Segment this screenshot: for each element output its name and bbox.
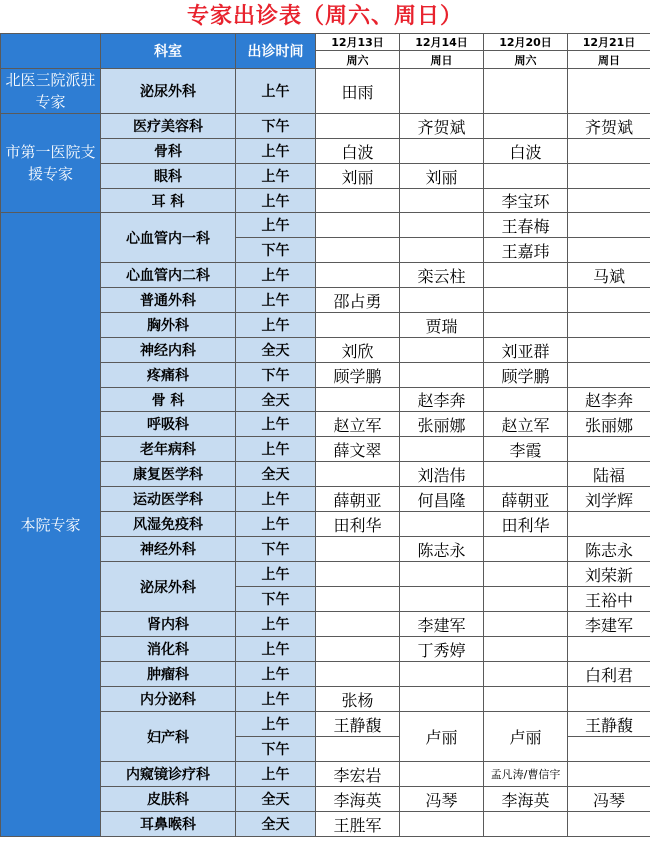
empty-cell bbox=[568, 812, 650, 837]
empty-cell bbox=[484, 812, 568, 837]
time-cell: 上午 bbox=[236, 487, 316, 512]
dept-cell: 普通外科 bbox=[101, 288, 236, 313]
dept-cell: 内窥镜诊疗科 bbox=[101, 762, 236, 787]
time-cell: 全天 bbox=[236, 462, 316, 487]
empty-cell bbox=[484, 69, 568, 114]
time-cell: 上午 bbox=[236, 412, 316, 437]
empty-cell bbox=[484, 263, 568, 288]
empty-cell bbox=[400, 69, 484, 114]
time-cell: 下午 bbox=[236, 363, 316, 388]
empty-cell bbox=[484, 537, 568, 562]
page-title: 专家出诊表（周六、周日） bbox=[186, 4, 463, 29]
time-cell: 上午 bbox=[236, 263, 316, 288]
doctor-cell: 王裕中 bbox=[568, 587, 650, 612]
empty-cell bbox=[568, 363, 650, 388]
dept-cell: 骨科 bbox=[101, 139, 236, 164]
doctor-cell: 刘学辉 bbox=[568, 487, 650, 512]
doctor-cell: 赵立军 bbox=[484, 412, 568, 437]
empty-cell bbox=[400, 587, 484, 612]
doctor-cell: 刘荣新 bbox=[568, 562, 650, 587]
doctor-cell: 王静馥 bbox=[316, 712, 400, 737]
doctor-cell: 冯琴 bbox=[400, 787, 484, 812]
empty-cell bbox=[316, 313, 400, 338]
dept-cell: 皮肤科 bbox=[101, 787, 236, 812]
header-blank bbox=[1, 34, 101, 69]
empty-cell bbox=[316, 612, 400, 637]
empty-cell bbox=[484, 462, 568, 487]
doctor-cell: 李霞 bbox=[484, 437, 568, 462]
schedule-table bbox=[0, 33, 650, 837]
empty-cell bbox=[316, 562, 400, 587]
empty-cell bbox=[484, 687, 568, 712]
empty-cell bbox=[316, 213, 400, 238]
doctor-cell: 李建军 bbox=[568, 612, 650, 637]
time-cell: 全天 bbox=[236, 812, 316, 837]
date-header: 12月13日 bbox=[316, 34, 400, 51]
empty-cell bbox=[568, 288, 650, 313]
empty-cell bbox=[484, 388, 568, 412]
empty-cell bbox=[484, 288, 568, 313]
doctor-cell: 顾学鹏 bbox=[316, 363, 400, 388]
doctor-cell: 王春梅 bbox=[484, 213, 568, 238]
doctor-cell: 白波 bbox=[316, 139, 400, 164]
doctor-cell: 刘欣 bbox=[316, 338, 400, 363]
doctor-cell: 邵占勇 bbox=[316, 288, 400, 313]
empty-cell bbox=[484, 313, 568, 338]
empty-cell bbox=[316, 737, 400, 762]
empty-cell bbox=[568, 737, 650, 762]
empty-cell bbox=[484, 637, 568, 662]
empty-cell bbox=[316, 238, 400, 263]
weekday-header: 周六 bbox=[316, 51, 400, 69]
empty-cell bbox=[568, 189, 650, 213]
doctor-cell: 刘丽 bbox=[316, 164, 400, 189]
dept-cell: 妇产科 bbox=[101, 712, 236, 762]
weekday-header: 周日 bbox=[568, 51, 650, 69]
dept-cell: 肿瘤科 bbox=[101, 662, 236, 687]
doctor-cell: 赵立军 bbox=[316, 412, 400, 437]
empty-cell bbox=[568, 637, 650, 662]
time-cell: 上午 bbox=[236, 762, 316, 787]
dept-cell: 运动医学科 bbox=[101, 487, 236, 512]
time-cell: 下午 bbox=[236, 114, 316, 139]
date-header: 12月20日 bbox=[484, 34, 568, 51]
empty-cell bbox=[400, 139, 484, 164]
time-cell: 上午 bbox=[236, 288, 316, 313]
empty-cell bbox=[316, 263, 400, 288]
empty-cell bbox=[568, 139, 650, 164]
dept-cell: 泌尿外科 bbox=[101, 69, 236, 114]
empty-cell bbox=[568, 238, 650, 263]
doctor-cell: 马斌 bbox=[568, 263, 650, 288]
doctor-cell: 薛文翠 bbox=[316, 437, 400, 462]
doctor-cell: 顾学鹏 bbox=[484, 363, 568, 388]
dept-cell: 泌尿外科 bbox=[101, 562, 236, 612]
empty-cell bbox=[484, 612, 568, 637]
doctor-cell: 贾瑞 bbox=[400, 313, 484, 338]
date-header: 12月14日 bbox=[400, 34, 484, 51]
dept-cell: 神经内科 bbox=[101, 338, 236, 363]
doctor-cell: 王胜军 bbox=[316, 812, 400, 837]
empty-cell bbox=[568, 313, 650, 338]
doctor-cell: 李宝环 bbox=[484, 189, 568, 213]
header-time: 出诊时间 bbox=[236, 34, 316, 69]
time-cell: 上午 bbox=[236, 562, 316, 587]
dept-cell: 胸外科 bbox=[101, 313, 236, 338]
doctor-cell: 田利华 bbox=[484, 512, 568, 537]
doctor-cell: 栾云柱 bbox=[400, 263, 484, 288]
doctor-cell: 丁秀婷 bbox=[400, 637, 484, 662]
dept-cell: 眼科 bbox=[101, 164, 236, 189]
dept-cell: 耳 科 bbox=[101, 189, 236, 213]
time-cell: 上午 bbox=[236, 313, 316, 338]
dept-cell: 肾内科 bbox=[101, 612, 236, 637]
time-cell: 下午 bbox=[236, 238, 316, 263]
dept-cell: 神经外科 bbox=[101, 537, 236, 562]
empty-cell bbox=[316, 462, 400, 487]
doctor-cell: 何昌隆 bbox=[400, 487, 484, 512]
empty-cell bbox=[484, 587, 568, 612]
empty-cell bbox=[484, 114, 568, 139]
empty-cell bbox=[316, 537, 400, 562]
time-cell: 上午 bbox=[236, 189, 316, 213]
doctor-cell: 赵李奔 bbox=[568, 388, 650, 412]
empty-cell bbox=[568, 687, 650, 712]
doctor-cell: 刘亚群 bbox=[484, 338, 568, 363]
doctor-cell: 卢丽 bbox=[400, 712, 484, 762]
group-label: 市第一医院支援专家 bbox=[1, 114, 101, 213]
empty-cell bbox=[400, 288, 484, 313]
time-cell: 下午 bbox=[236, 587, 316, 612]
time-cell: 上午 bbox=[236, 437, 316, 462]
time-cell: 上午 bbox=[236, 637, 316, 662]
doctor-cell: 薛朝亚 bbox=[484, 487, 568, 512]
doctor-cell: 孟凡涛/曹信宇 bbox=[484, 762, 568, 787]
doctor-cell: 赵李奔 bbox=[400, 388, 484, 412]
doctor-cell: 陈志永 bbox=[400, 537, 484, 562]
time-cell: 上午 bbox=[236, 687, 316, 712]
time-cell: 上午 bbox=[236, 213, 316, 238]
dept-cell: 疼痛科 bbox=[101, 363, 236, 388]
empty-cell bbox=[400, 213, 484, 238]
doctor-cell: 齐贺斌 bbox=[568, 114, 650, 139]
empty-cell bbox=[568, 762, 650, 787]
empty-cell bbox=[316, 114, 400, 139]
doctor-cell: 冯琴 bbox=[568, 787, 650, 812]
empty-cell bbox=[316, 662, 400, 687]
time-cell: 上午 bbox=[236, 512, 316, 537]
time-cell: 下午 bbox=[236, 737, 316, 762]
doctor-cell: 卢丽 bbox=[484, 712, 568, 762]
empty-cell bbox=[316, 637, 400, 662]
dept-cell: 骨 科 bbox=[101, 388, 236, 412]
empty-cell bbox=[316, 189, 400, 213]
empty-cell bbox=[568, 338, 650, 363]
empty-cell bbox=[400, 363, 484, 388]
empty-cell bbox=[400, 437, 484, 462]
doctor-cell: 薛朝亚 bbox=[316, 487, 400, 512]
empty-cell bbox=[400, 512, 484, 537]
time-cell: 全天 bbox=[236, 388, 316, 412]
doctor-cell: 陆福 bbox=[568, 462, 650, 487]
group-label: 北医三院派驻专家 bbox=[1, 69, 101, 114]
empty-cell bbox=[316, 388, 400, 412]
empty-cell bbox=[400, 812, 484, 837]
empty-cell bbox=[316, 587, 400, 612]
empty-cell bbox=[400, 189, 484, 213]
doctor-cell: 陈志永 bbox=[568, 537, 650, 562]
doctor-cell: 田利华 bbox=[316, 512, 400, 537]
empty-cell bbox=[568, 512, 650, 537]
dept-cell: 风湿免疫科 bbox=[101, 512, 236, 537]
time-cell: 上午 bbox=[236, 139, 316, 164]
dept-cell: 呼吸科 bbox=[101, 412, 236, 437]
empty-cell bbox=[568, 437, 650, 462]
time-cell: 上午 bbox=[236, 712, 316, 737]
empty-cell bbox=[400, 662, 484, 687]
time-cell: 上午 bbox=[236, 164, 316, 189]
empty-cell bbox=[400, 338, 484, 363]
empty-cell bbox=[568, 69, 650, 114]
dept-cell: 康复医学科 bbox=[101, 462, 236, 487]
doctor-cell: 刘浩伟 bbox=[400, 462, 484, 487]
time-cell: 全天 bbox=[236, 787, 316, 812]
time-cell: 上午 bbox=[236, 612, 316, 637]
dept-cell: 内分泌科 bbox=[101, 687, 236, 712]
doctor-cell: 李建军 bbox=[400, 612, 484, 637]
group-label: 本院专家 bbox=[1, 213, 101, 837]
empty-cell bbox=[400, 687, 484, 712]
dept-cell: 心血管内二科 bbox=[101, 263, 236, 288]
doctor-cell: 李海英 bbox=[316, 787, 400, 812]
date-header: 12月21日 bbox=[568, 34, 650, 51]
doctor-cell: 李海英 bbox=[484, 787, 568, 812]
header-dept: 科室 bbox=[101, 34, 236, 69]
empty-cell bbox=[400, 562, 484, 587]
doctor-cell: 李宏岩 bbox=[316, 762, 400, 787]
time-cell: 全天 bbox=[236, 338, 316, 363]
doctor-cell: 张杨 bbox=[316, 687, 400, 712]
weekday-header: 周六 bbox=[484, 51, 568, 69]
dept-cell: 老年病科 bbox=[101, 437, 236, 462]
dept-cell: 消化科 bbox=[101, 637, 236, 662]
doctor-cell: 田雨 bbox=[316, 69, 400, 114]
dept-cell: 医疗美容科 bbox=[101, 114, 236, 139]
doctor-cell: 齐贺斌 bbox=[400, 114, 484, 139]
time-cell: 下午 bbox=[236, 537, 316, 562]
dept-cell: 心血管内一科 bbox=[101, 213, 236, 263]
empty-cell bbox=[484, 164, 568, 189]
doctor-cell: 刘丽 bbox=[400, 164, 484, 189]
time-cell: 上午 bbox=[236, 662, 316, 687]
doctor-cell: 王嘉玮 bbox=[484, 238, 568, 263]
empty-cell bbox=[568, 164, 650, 189]
empty-cell bbox=[568, 213, 650, 238]
doctor-cell: 张丽娜 bbox=[568, 412, 650, 437]
doctor-cell: 白利君 bbox=[568, 662, 650, 687]
doctor-cell: 张丽娜 bbox=[400, 412, 484, 437]
dept-cell: 耳鼻喉科 bbox=[101, 812, 236, 837]
weekday-header: 周日 bbox=[400, 51, 484, 69]
empty-cell bbox=[484, 562, 568, 587]
doctor-cell: 白波 bbox=[484, 139, 568, 164]
doctor-cell: 王静馥 bbox=[568, 712, 650, 737]
empty-cell bbox=[484, 662, 568, 687]
time-cell: 上午 bbox=[236, 69, 316, 114]
empty-cell bbox=[400, 238, 484, 263]
empty-cell bbox=[400, 762, 484, 787]
